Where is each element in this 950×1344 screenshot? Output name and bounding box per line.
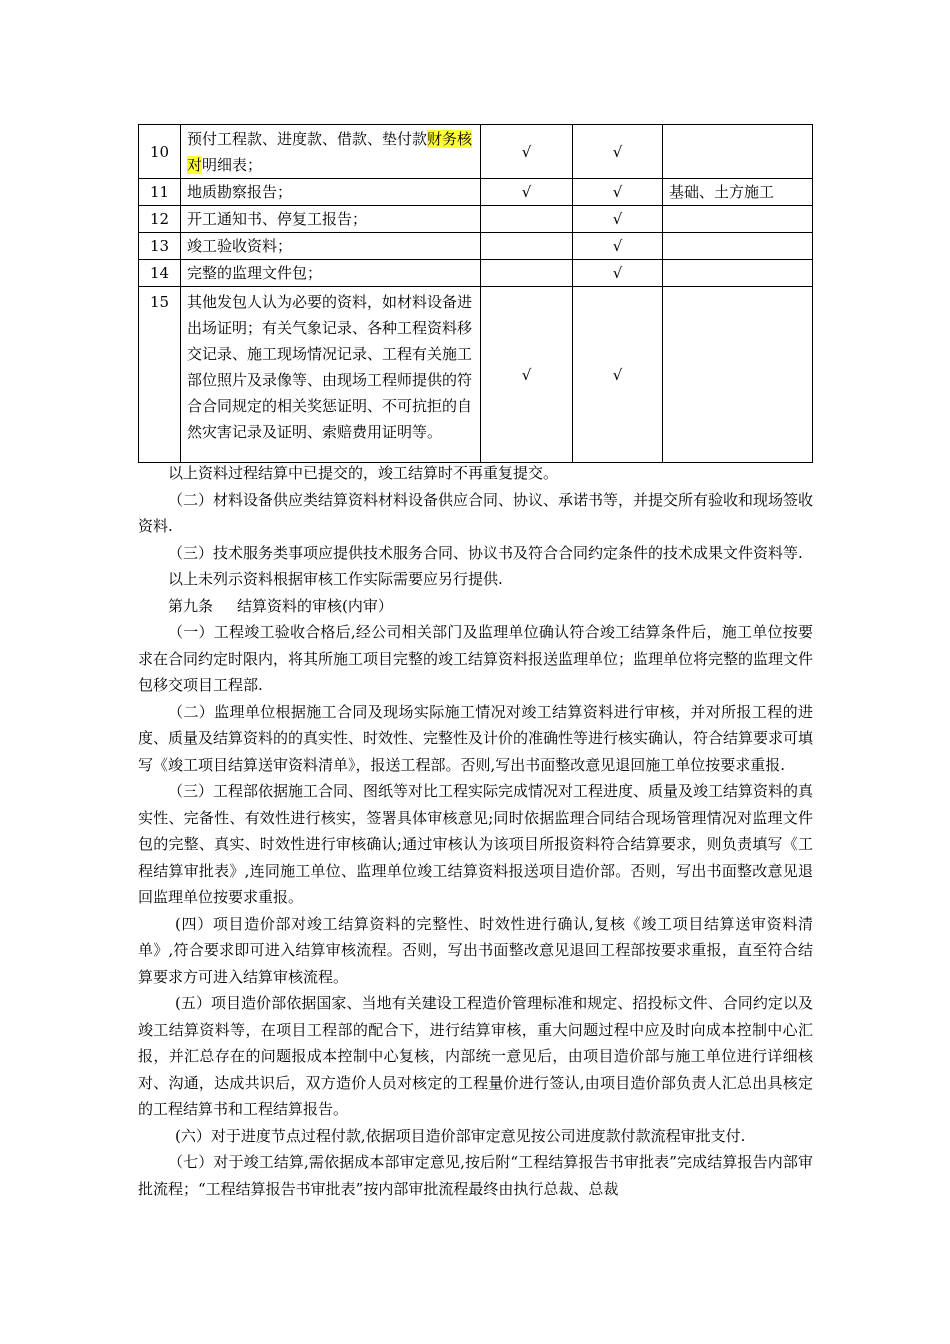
row-item: 地质勘察报告； [181, 179, 481, 206]
row-number: 12 [139, 206, 181, 233]
check-mark [481, 233, 573, 260]
check-mark: √ [573, 233, 663, 260]
paragraph: （一）工程竣工验收合格后,经公司相关部门及监理单位确认符合竣工结算条件后，施工单位按要求在合同约定时限内，将其所施工项目完整的竣工结算资料报送监理单位；监理单位将完整的监理文件包移交项目工程部. [138, 623, 814, 694]
table-row [139, 260, 813, 287]
check-mark: √ [481, 287, 573, 463]
row-number: 11 [139, 179, 181, 206]
table-row [139, 179, 813, 206]
table-row [139, 125, 813, 179]
table-row [139, 287, 813, 463]
table-row [139, 206, 813, 233]
paragraph: （七）对于竣工结算,需依据成本部审定意见,按后附“工程结算报告书审批表”完成结算报告内部审批流程；“工程结算报告书审批表”按内部审批流程最终由执行总裁、总裁 [138, 1153, 813, 1198]
row-item: 预付工程款、进度款、借款、垫付款财务核对明细表； [181, 125, 481, 179]
paragraph: (六）对于进度节点过程付款,依据项目造价部审定意见按公司进度款付款流程审批支付. [175, 1126, 746, 1145]
article-heading [138, 593, 813, 620]
check-mark: √ [481, 179, 573, 206]
row-number: 13 [139, 233, 181, 260]
row-number: 14 [139, 260, 181, 287]
row-number: 15 [139, 287, 181, 463]
paragraph: （二）监理单位根据施工合同及现场实际施工情况对竣工结算资料进行审核，并对所报工程的进度、质量及结算资料的的真实性、时效性、完整性及计价的准确性等进行核实确认，符合结算要求可填写《竣工项目结算送审资料清单》，报送工程部。否则,写出书面整改意见退回施工单位按要求重报. [138, 702, 814, 774]
check-mark: √ [573, 179, 663, 206]
paragraph: （二）材料设备供应类结算资料材料设备供应合同、协议、承诺书等，并提交所有验收和现场签收资料. [138, 490, 814, 535]
document-body [138, 460, 813, 1202]
table-row [139, 233, 813, 260]
highlighted-text: 财务核对 [187, 129, 473, 174]
row-note [663, 287, 813, 463]
paragraph: (四）项目造价部对竣工结算资料的完整性、时效性进行确认,复核《竣工项目结算送审资料清单》,符合要求即可进入结算审核流程。否则，写出书面整改意见退回工程部按要求重报，直至符合结算要求方可进入结算审核流程。 [138, 914, 813, 986]
row-item: 开工通知书、停复工报告； [181, 206, 481, 233]
check-mark: √ [573, 206, 663, 233]
row-number: 10 [139, 125, 181, 179]
row-note [663, 206, 813, 233]
submission-requirements-table [138, 124, 813, 463]
row-item: 完整的监理文件包； [181, 260, 481, 287]
paragraph: （三）工程部依据施工合同、图纸等对比工程实际完成情况对工程进度、质量及竣工结算资料的真实性、完备性、有效性进行核实，签署具体审核意见;同时依据监理合同结合现场管理情况对监理文件包的完整、真实、时效性进行审核确认;通过审核认为该项目所报资料符合结算要求，则负责填写《工程结算审批表》,连同施工单位、监理单位竣工结算资料报送项目造价部。否则，写出书面整改意见退回监理单位按要求重报。 [138, 782, 814, 906]
row-item: 其他发包人认为必要的资料，如材料设备进出场证明；有关气象记录、各种工程资料移交记录、施工现场情况记录、工程有关施工部位照片及录像等、由现场工程师提供的符合合同规定的相关奖惩证明、不可抗拒的自然灾害记录及证明、索赔费用证明等。 [181, 287, 481, 463]
check-mark: √ [481, 125, 573, 179]
check-mark: √ [573, 125, 663, 179]
row-note [663, 125, 813, 179]
article-title: 结算资料的审核(内审） [237, 596, 393, 615]
row-note [663, 260, 813, 287]
check-mark: √ [573, 260, 663, 287]
row-item: 竣工验收资料； [181, 233, 481, 260]
row-note [663, 233, 813, 260]
paragraph: 以上资料过程结算中已提交的，竣工结算时不再重复提交。 [168, 464, 559, 482]
paragraph: 以上未列示资料根据审核工作实际需要应另行提供. [168, 570, 503, 588]
check-mark [481, 206, 573, 233]
row-note: 基础、土方施工 [663, 179, 813, 206]
check-mark: √ [573, 287, 663, 463]
article-number: 第九条 [168, 596, 214, 615]
paragraph: (五）项目造价部依据国家、当地有关建设工程造价管理标准和规定、招投标文件、合同约定以及竣工结算资料等，在项目工程部的配合下，进行结算审核，重大问题过程中应及时向成本控制中心汇报，并汇总存在的问题报成本控制中心复核，内部统一意见后，由项目造价部与施工单位进行详细核对、沟通，达成共识后，双方造价人员对核定的工程量价进行签认,由项目造价部负责人汇总出具核定的工程结算书和工程结算报告。 [138, 994, 813, 1118]
paragraph: （三）技术服务类事项应提供技术服务合同、协议书及符合合同约定条件的技术成果文件资料等. [168, 543, 803, 562]
check-mark [481, 260, 573, 287]
